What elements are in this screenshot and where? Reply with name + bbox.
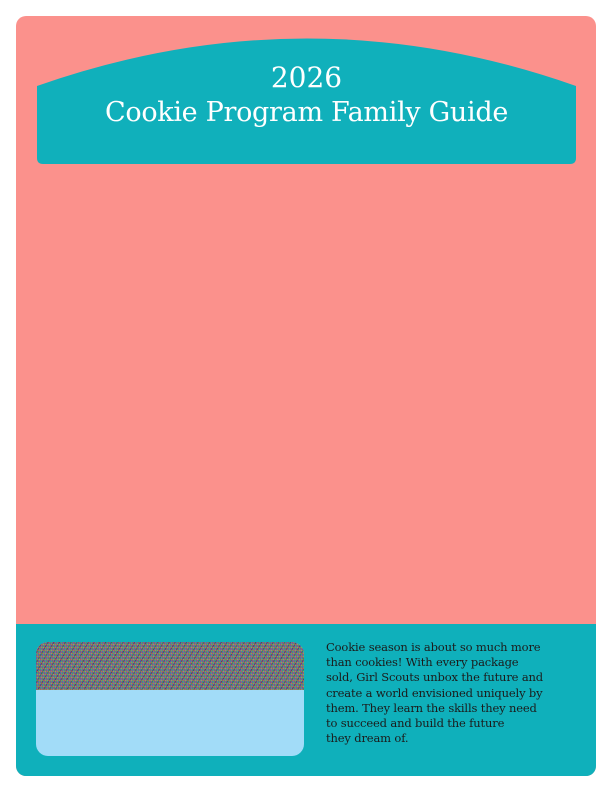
photo-placeholder [36, 642, 304, 756]
intro-line: create a world envisioned uniquely by [326, 685, 543, 700]
page-title [37, 60, 576, 130]
title-main: Cookie Program Family Guide [105, 97, 508, 128]
intro-line: to succeed and build the future [326, 716, 505, 731]
intro-line: them. They learn the skills they need [326, 700, 537, 715]
title-year: 2026 [270, 61, 343, 94]
cover-page [16, 16, 596, 776]
intro-line: Cookie season is about so much more [326, 640, 541, 654]
intro-paragraph [326, 640, 588, 746]
title-banner [37, 36, 576, 164]
bottom-band [16, 624, 596, 776]
photo-placeholder-icon [36, 642, 304, 690]
intro-line: sold, Girl Scouts unbox the future and [326, 670, 544, 685]
intro-line: they dream of. [326, 731, 409, 746]
intro-line: than cookies! With every package [326, 655, 519, 670]
